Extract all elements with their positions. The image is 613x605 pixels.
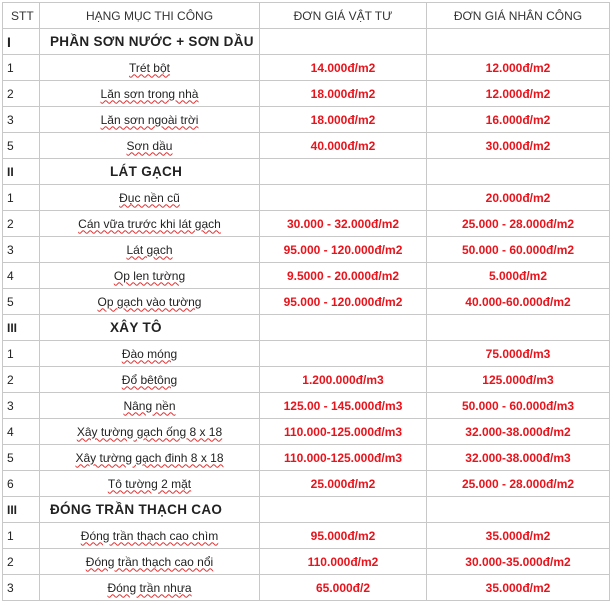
row-item-cell [40,367,260,393]
row-item-cell [40,523,260,549]
row-item-label: Lăn sơn trong nhà [100,86,199,101]
row-stt: 5 [3,133,40,159]
row-labor-price: 12.000đ/m2 [427,55,610,81]
row-item-label: Đóng trần thạch cao nổi [85,554,214,569]
table-row [3,185,610,211]
row-labor-price: 12.000đ/m2 [427,81,610,107]
row-labor-price: 32.000-38.000đ/m3 [427,445,610,471]
row-item-label: Op gạch vào tường [97,294,202,309]
section-title: LÁT GẠCH [40,159,260,185]
row-stt: 3 [3,393,40,419]
row-item-cell [40,549,260,575]
row-item-cell [40,237,260,263]
row-stt: 3 [3,237,40,263]
table-row [3,419,610,445]
header-material-price: ĐƠN GIÁ VẬT TƯ [260,3,427,29]
row-stt: 2 [3,549,40,575]
section-empty-material [260,497,427,523]
row-stt: 1 [3,185,40,211]
row-stt: 4 [3,419,40,445]
row-item-label: Lăn sơn ngoài trời [100,112,199,127]
row-material-price: 110.000-125.000đ/m3 [260,445,427,471]
row-item-label: Trét bột [129,60,170,75]
row-item-label: Đổ bêtông [121,372,178,387]
row-item-cell [40,289,260,315]
row-material-price: 14.000đ/m2 [260,55,427,81]
row-stt: 3 [3,575,40,601]
row-item-label: Op len tường [113,268,186,283]
table-row [3,575,610,601]
row-stt: 2 [3,81,40,107]
row-labor-price: 35.000đ/m2 [427,523,610,549]
table-row [3,55,610,81]
row-item-label: Đóng trần nhựa [107,580,192,595]
row-material-price: 1.200.000đ/m3 [260,367,427,393]
row-stt: 1 [3,341,40,367]
row-material-price: 95.000 - 120.000đ/m2 [260,289,427,315]
table-header-row [3,3,610,29]
row-item-cell [40,341,260,367]
row-labor-price: 35.000đ/m2 [427,575,610,601]
row-item-cell [40,133,260,159]
table-row [3,289,610,315]
price-table [2,2,610,601]
row-stt: 2 [3,367,40,393]
row-item-cell [40,471,260,497]
header-labor-price: ĐƠN GIÁ NHÂN CÔNG [427,3,610,29]
row-labor-price: 125.000đ/m3 [427,367,610,393]
row-item-cell [40,211,260,237]
section-row [3,497,610,523]
row-labor-price: 75.000đ/m3 [427,341,610,367]
section-title: ĐÓNG TRẦN THẠCH CAO [40,497,260,523]
row-item-label: Cán vữa trước khi lát gạch [78,216,221,231]
price-table-body [3,3,610,601]
table-row [3,367,610,393]
row-item-cell [40,263,260,289]
row-stt: 2 [3,211,40,237]
table-row [3,81,610,107]
row-stt: 6 [3,471,40,497]
row-stt: 1 [3,55,40,81]
row-item-label: Sơn dầu [126,138,173,153]
row-labor-price: 30.000đ/m2 [427,133,610,159]
row-item-label: Đào móng [121,346,178,361]
table-row [3,107,610,133]
section-title: PHẦN SƠN NƯỚC + SƠN DẦU [40,29,260,55]
section-title: XÂY TÔ [40,315,260,341]
row-stt: 1 [3,523,40,549]
table-row [3,237,610,263]
row-material-price: 125.00 - 145.000đ/m3 [260,393,427,419]
row-material-price [260,185,427,211]
section-empty-material [260,159,427,185]
table-row [3,211,610,237]
header-stt: STT [3,3,40,29]
row-material-price: 65.000đ/2 [260,575,427,601]
row-labor-price: 25.000 - 28.000đ/m2 [427,211,610,237]
table-row [3,133,610,159]
section-number: III [3,497,40,523]
section-row [3,29,610,55]
row-labor-price: 50.000 - 60.000đ/m3 [427,393,610,419]
row-item-label: Tô tường 2 mặt [107,476,192,491]
row-labor-price: 30.000-35.000đ/m2 [427,549,610,575]
row-item-cell [40,55,260,81]
row-item-label: Đóng trần thạch cao chìm [80,528,219,543]
table-row [3,263,610,289]
table-row [3,549,610,575]
row-material-price: 95.000 - 120.000đ/m2 [260,237,427,263]
row-material-price: 30.000 - 32.000đ/m2 [260,211,427,237]
row-item-cell [40,185,260,211]
row-item-cell [40,575,260,601]
section-empty-labor [427,315,610,341]
row-material-price: 9.5000 - 20.000đ/m2 [260,263,427,289]
section-number: II [3,159,40,185]
row-material-price: 18.000đ/m2 [260,81,427,107]
row-material-price: 40.000đ/m2 [260,133,427,159]
row-item-label: Xây tường gạch ống 8 x 18 [76,424,223,439]
row-stt: 3 [3,107,40,133]
table-row [3,523,610,549]
section-empty-labor [427,497,610,523]
row-item-cell [40,419,260,445]
table-row [3,341,610,367]
row-material-price: 25.000đ/m2 [260,471,427,497]
row-labor-price: 16.000đ/m2 [427,107,610,133]
row-material-price: 95.000đ/m2 [260,523,427,549]
section-row [3,159,610,185]
row-labor-price: 20.000đ/m2 [427,185,610,211]
row-stt: 4 [3,263,40,289]
section-row [3,315,610,341]
row-labor-price: 25.000 - 28.000đ/m2 [427,471,610,497]
table-row [3,471,610,497]
row-item-label: Xây tường gạch đinh 8 x 18 [75,450,224,465]
row-labor-price: 32.000-38.000đ/m2 [427,419,610,445]
row-item-label: Đục nền cũ [119,190,180,205]
section-empty-material [260,29,427,55]
row-material-price: 18.000đ/m2 [260,107,427,133]
row-item-label: Lát gạch [126,242,173,257]
table-row [3,445,610,471]
section-number: III [3,315,40,341]
row-item-cell [40,107,260,133]
section-empty-labor [427,159,610,185]
row-material-price: 110.000đ/m2 [260,549,427,575]
row-material-price [260,341,427,367]
row-stt: 5 [3,445,40,471]
row-item-cell [40,81,260,107]
row-stt: 5 [3,289,40,315]
row-item-cell [40,393,260,419]
section-empty-material [260,315,427,341]
row-labor-price: 5.000đ/m2 [427,263,610,289]
row-item-label: Nâng nền [123,398,176,413]
header-item: HẠNG MỤC THI CÔNG [40,3,260,29]
row-labor-price: 40.000-60.000đ/m2 [427,289,610,315]
table-row [3,393,610,419]
row-labor-price: 50.000 - 60.000đ/m2 [427,237,610,263]
row-item-cell [40,445,260,471]
row-material-price: 110.000-125.000đ/m3 [260,419,427,445]
section-number: I [3,29,40,55]
section-empty-labor [427,29,610,55]
